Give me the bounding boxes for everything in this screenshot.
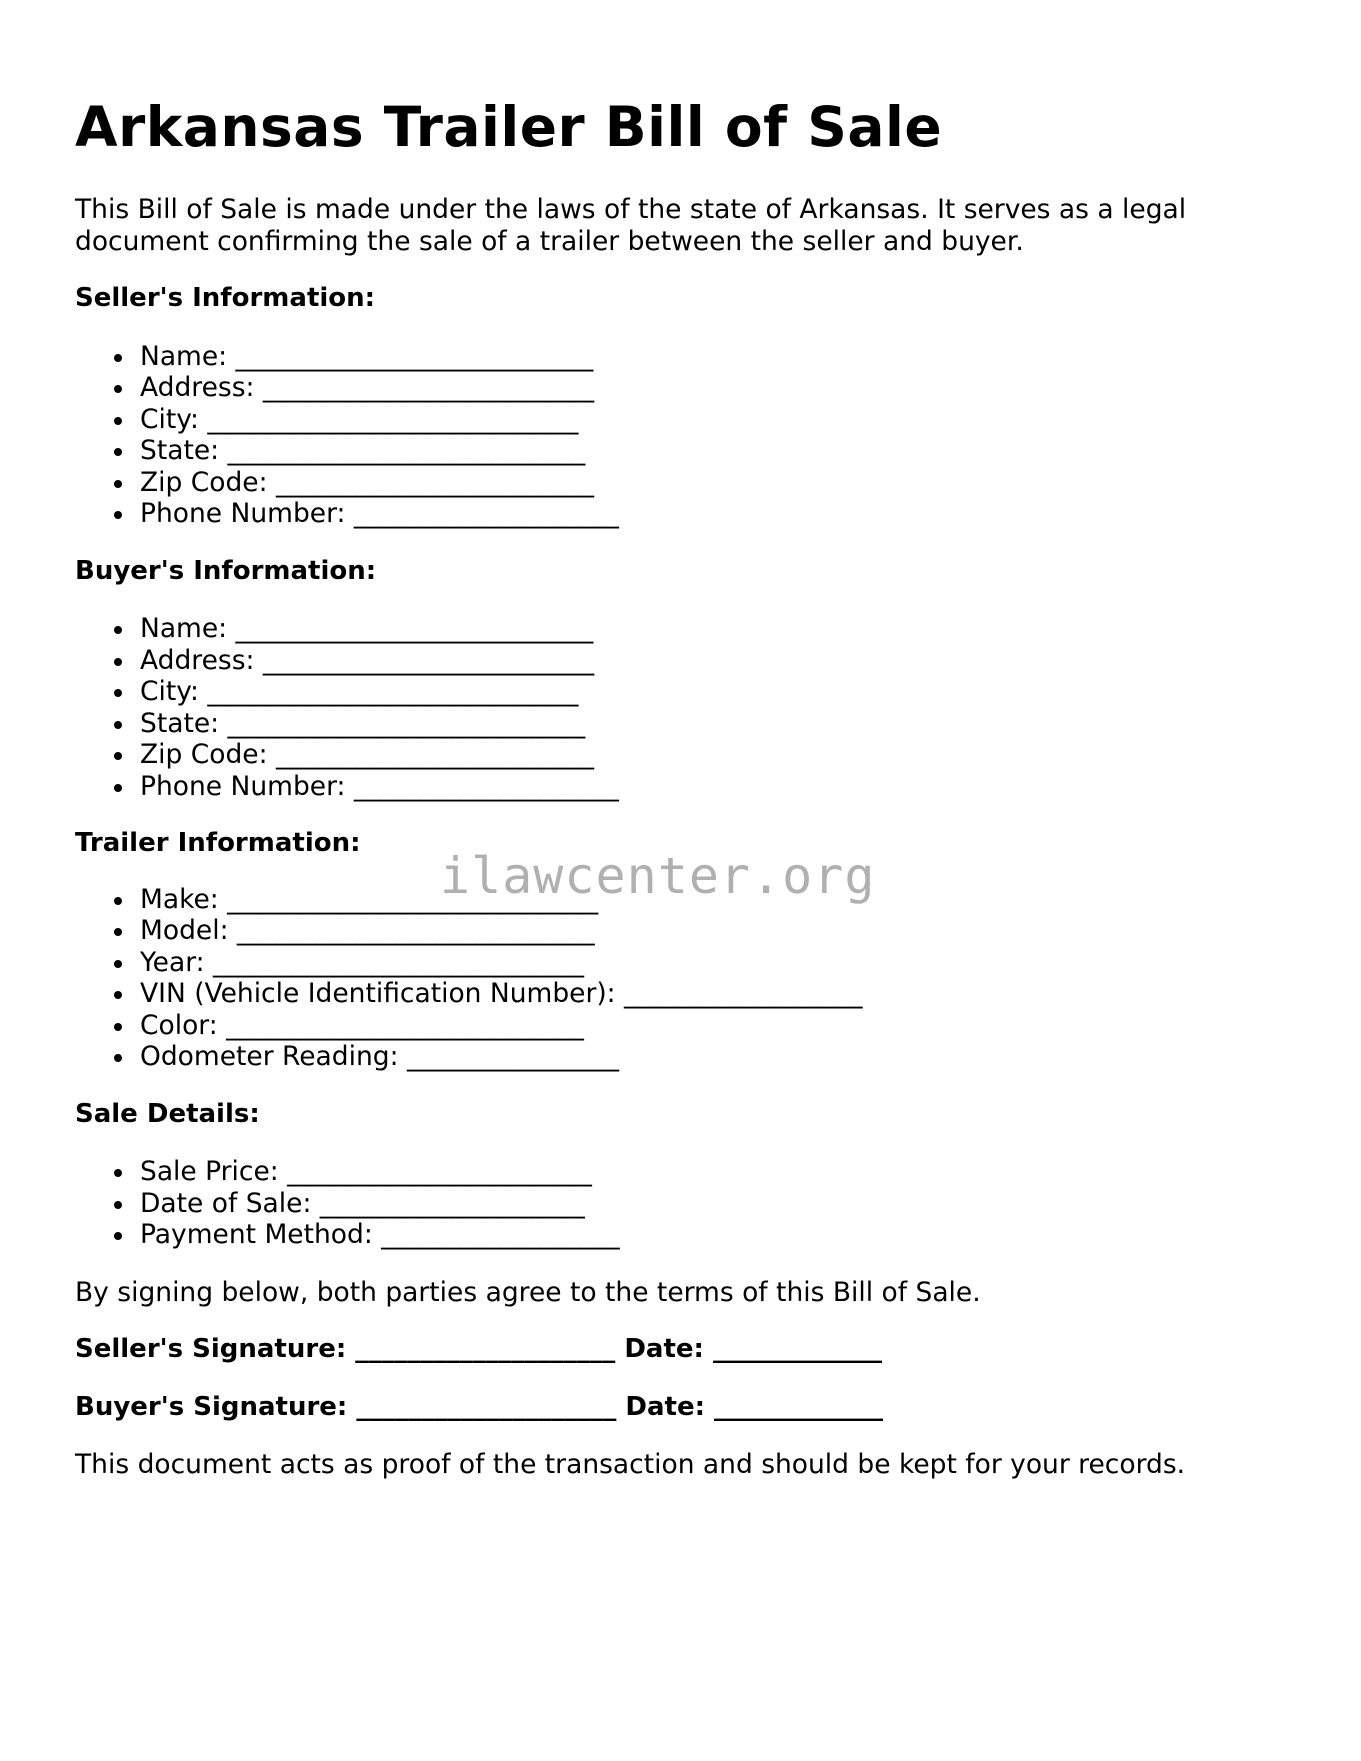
document-page bbox=[75, 92, 1295, 1481]
trailer-model-field: Model: ___________________________ bbox=[140, 915, 1295, 947]
seller-signature-line: Seller's Signature: ____________________ Date: _____________ bbox=[75, 1334, 882, 1364]
trailer-section-heading: Trailer Information: bbox=[75, 828, 361, 858]
buyer-signature-line: Buyer's Signature: ____________________ Date: _____________ bbox=[75, 1391, 884, 1422]
trailer-vin-field: VIN (Vehicle Identification Number): __________________ bbox=[140, 978, 1295, 1010]
seller-address-field: Address: _________________________ bbox=[140, 372, 1295, 404]
trailer-color-field: Color: ___________________________ bbox=[140, 1010, 1295, 1042]
trailer-make-field: Make: ____________________________ bbox=[140, 884, 1295, 916]
seller-city-field: City: ____________________________ bbox=[140, 404, 1295, 436]
trailer-year-field: Year: ____________________________ bbox=[140, 947, 1295, 979]
agreement-statement: By signing below, both parties agree to the terms of this Bill of Sale. bbox=[75, 1276, 981, 1308]
buyer-zip-field: Zip Code: ________________________ bbox=[140, 739, 1295, 771]
seller-state-field: State: ___________________________ bbox=[140, 435, 1295, 467]
seller-section-heading: Seller's Information: bbox=[75, 283, 376, 313]
payment-method-field: Payment Method: __________________ bbox=[140, 1219, 1295, 1251]
buyer-name-field: Name: ___________________________ bbox=[140, 613, 1295, 645]
sale-field-list bbox=[75, 1156, 1295, 1251]
buyer-state-field: State: ___________________________ bbox=[140, 708, 1295, 740]
watermark: ilawcenter.org bbox=[440, 847, 876, 905]
sale-date-field: Date of Sale: ____________________ bbox=[140, 1188, 1295, 1220]
trailer-odometer-field: Odometer Reading: ________________ bbox=[140, 1041, 1295, 1073]
buyer-field-list bbox=[75, 613, 1295, 802]
seller-field-list bbox=[75, 341, 1295, 530]
buyer-address-field: Address: _________________________ bbox=[140, 645, 1295, 677]
footer-note: This document acts as proof of the transaction and should be kept for your records. bbox=[75, 1449, 1186, 1480]
sale-section-heading: Sale Details: bbox=[75, 1098, 260, 1129]
intro-paragraph: This Bill of Sale is made under the laws of the state of Arkansas. It serves as a legal document confirming the sale of a trailer between the seller and buyer. bbox=[75, 194, 1187, 257]
buyer-city-field: City: ____________________________ bbox=[140, 676, 1295, 708]
seller-phone-field: Phone Number: ____________________ bbox=[140, 498, 1295, 530]
seller-name-field: Name: ___________________________ bbox=[140, 341, 1295, 373]
document-title: Arkansas Trailer Bill of Sale bbox=[75, 95, 943, 159]
buyer-section-heading: Buyer's Information: bbox=[75, 555, 377, 586]
trailer-field-list bbox=[75, 884, 1295, 1073]
buyer-phone-field: Phone Number: ____________________ bbox=[140, 771, 1295, 803]
seller-zip-field: Zip Code: ________________________ bbox=[140, 467, 1295, 499]
sale-price-field: Sale Price: _______________________ bbox=[140, 1156, 1295, 1188]
